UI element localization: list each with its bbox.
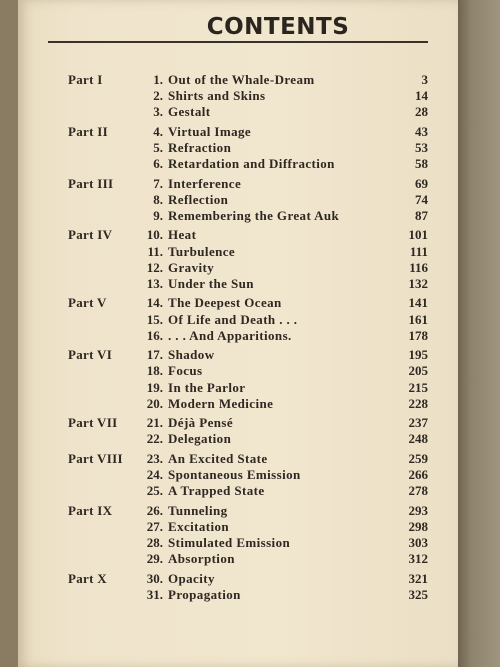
- chapter-page: 69: [415, 175, 428, 191]
- chapter-number: 10.: [146, 227, 163, 243]
- part-label: Part X: [68, 570, 107, 586]
- chapter-title: Gestalt: [168, 104, 211, 120]
- chapter-number: 9.: [153, 208, 163, 223]
- chapter-title: Absorption: [168, 551, 235, 567]
- chapter-title: Spontaneous Emission: [168, 467, 301, 482]
- chapter-title: . . . And Apparitions.: [168, 327, 292, 343]
- chapter-number: 22.: [146, 431, 163, 447]
- part-label: Part VI: [68, 347, 113, 363]
- chapter-page: 101: [408, 227, 428, 243]
- chapter-page: 14: [415, 88, 428, 104]
- chapter-title: Out of the Whale-Dream: [168, 72, 315, 87]
- chapter-number: 2.: [153, 88, 163, 104]
- chapter-number: 28.: [146, 535, 163, 550]
- chapter-number: 27.: [146, 518, 163, 534]
- chapter-number: 17.: [146, 347, 163, 363]
- chapter-title: Propagation: [168, 586, 241, 602]
- chapter-page: 116: [409, 259, 428, 275]
- chapter-title: In the Parlor: [168, 379, 246, 395]
- part-label: Part III: [68, 175, 114, 191]
- chapter-number: 15.: [146, 311, 163, 327]
- chapter-title: Under the Sun: [168, 276, 254, 291]
- chapter-number: 26.: [146, 502, 163, 518]
- chapter-number: 31.: [146, 586, 163, 602]
- chapter-title: A Trapped State: [168, 483, 265, 499]
- chapter-number: 21.: [146, 415, 163, 431]
- chapter-title: The Deepest Ocean: [168, 295, 282, 311]
- part-label: Part VII: [68, 415, 118, 431]
- chapter-page: 43: [415, 123, 428, 139]
- chapter-page: 237: [408, 415, 428, 431]
- chapter-page: 228: [408, 395, 428, 411]
- chapter-page: 74: [415, 191, 428, 207]
- title-rule: [48, 41, 428, 43]
- chapter-title: Remembering the Great Auk: [168, 208, 340, 223]
- chapter-page: 111: [409, 243, 428, 259]
- chapter-title: Tunneling: [168, 502, 228, 518]
- chapter-page: 178: [408, 327, 428, 343]
- chapter-title: Opacity: [168, 570, 215, 586]
- chapter-number: 1.: [153, 72, 163, 87]
- chapter-number: 13.: [146, 276, 163, 291]
- chapter-page: 321: [408, 570, 428, 586]
- chapter-title: Retardation and Diffraction: [168, 156, 335, 172]
- chapter-title: Shadow: [168, 347, 215, 363]
- chapter-page: 303: [408, 535, 428, 550]
- chapter-title: Heat: [168, 227, 197, 243]
- chapter-title: Turbulence: [168, 243, 236, 259]
- chapter-page: 132: [408, 276, 428, 291]
- chapter-number: 3.: [153, 104, 163, 120]
- chapter-title: Shirts and Skins: [168, 88, 266, 104]
- chapter-title: Focus: [168, 363, 203, 379]
- chapter-title: Delegation: [168, 431, 232, 447]
- chapter-title: An Excited State: [168, 450, 268, 466]
- chapter-title: Interference: [168, 175, 242, 191]
- chapter-page: 141: [408, 295, 428, 311]
- chapter-page: 87: [415, 208, 428, 223]
- chapter-page: 298: [408, 518, 428, 534]
- chapter-page: 28: [415, 104, 428, 120]
- chapter-title: Excitation: [168, 518, 230, 534]
- chapter-page: 195: [408, 347, 428, 363]
- chapter-number: 29.: [146, 551, 163, 567]
- part-label: Part VIII: [68, 450, 123, 466]
- chapter-number: 24.: [146, 467, 163, 482]
- chapter-page: 312: [408, 551, 428, 567]
- chapter-number: 16.: [146, 327, 163, 343]
- chapter-number: 8.: [153, 191, 163, 207]
- chapter-page: 266: [408, 467, 428, 482]
- chapter-number: 30.: [146, 570, 163, 586]
- chapter-title: Of Life and Death . . .: [168, 311, 298, 327]
- chapter-title: Refraction: [168, 140, 232, 155]
- chapter-page: 215: [408, 379, 428, 395]
- chapter-page: 53: [415, 140, 428, 155]
- chapter-number: 18.: [146, 363, 163, 379]
- chapter-page: 278: [408, 483, 428, 499]
- chapter-number: 14.: [146, 295, 163, 311]
- chapter-page: 3: [421, 72, 428, 87]
- chapter-number: 4.: [153, 123, 163, 139]
- chapter-number: 7.: [153, 175, 163, 191]
- chapter-page: 259: [408, 450, 428, 466]
- chapter-title: Modern Medicine: [168, 395, 274, 411]
- book-edge: [458, 0, 500, 667]
- chapter-title: Stimulated Emission: [168, 535, 291, 550]
- chapter-number: 20.: [146, 395, 163, 411]
- part-label: Part I: [68, 72, 103, 87]
- part-label: Part V: [68, 295, 107, 311]
- page-title: CONTENTS: [206, 14, 350, 40]
- chapter-number: 6.: [153, 156, 163, 172]
- chapter-number: 11.: [147, 243, 163, 259]
- chapter-page: 293: [408, 502, 428, 518]
- chapter-page: 325: [408, 586, 428, 602]
- part-label: Part II: [68, 123, 109, 139]
- chapter-title: Gravity: [168, 259, 215, 275]
- chapter-number: 5.: [153, 140, 163, 155]
- chapter-number: 25.: [146, 483, 163, 499]
- part-label: Part IX: [68, 502, 113, 518]
- chapter-number: 23.: [146, 450, 163, 466]
- chapter-number: 12.: [146, 259, 163, 275]
- chapter-title: Déjà Pensé: [168, 415, 234, 431]
- chapter-number: 19.: [146, 379, 163, 395]
- chapter-page: 58: [415, 156, 428, 172]
- chapter-title: Reflection: [168, 191, 229, 207]
- chapter-title: Virtual Image: [168, 123, 252, 139]
- book-page: [18, 0, 458, 667]
- chapter-page: 161: [408, 311, 428, 327]
- part-label: Part IV: [68, 227, 113, 243]
- chapter-page: 205: [408, 363, 428, 379]
- chapter-page: 248: [408, 431, 428, 447]
